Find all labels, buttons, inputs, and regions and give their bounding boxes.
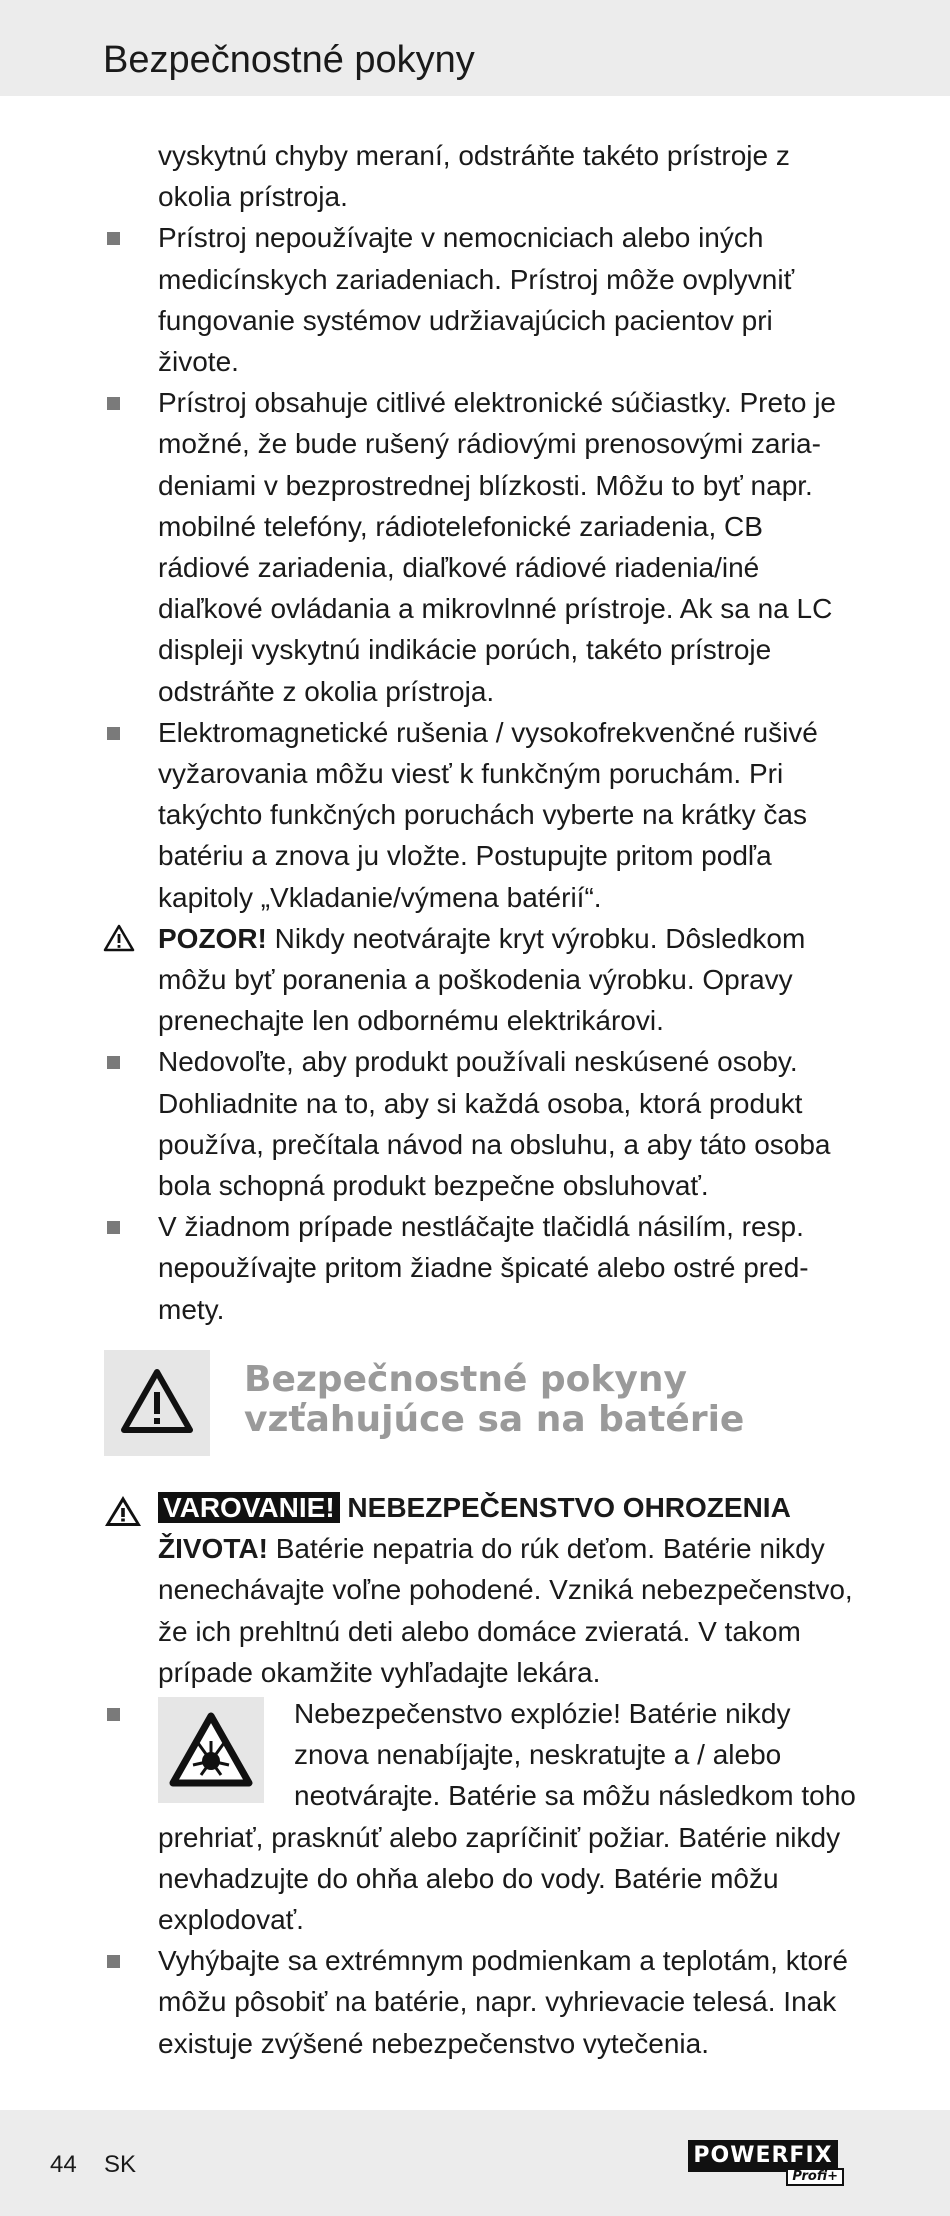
paragraph-continued (0, 135, 860, 217)
warning-triangle-icon (104, 1350, 210, 1456)
caution-label: POZOR! (158, 922, 267, 954)
language-code: SK (104, 2151, 137, 2178)
page-number: 44 (50, 2151, 77, 2178)
list-item-text: V žiadnom prípade nestláčajte tlačidlá násilím, resp. nepoužívajte pritom žiadne špicaté alebo ostré predmety. (158, 1211, 809, 1325)
paragraph-text: vyskytnú chyby meraní, odstráňte takéto prístroje z okolia prístroja. (158, 140, 790, 213)
list-item-text: Prístroj obsahuje citlivé elektronické súčiastky. Preto je možné, že bude rušený rádiovými prenosovými zariadeniami v bezprostrednej blízkosti. Môžu to byť napr. mobilné telefóny, rádiotelefonické zariadenia, CB rádiové zariadenia, diaľkové rádiové riadenia/iné diaľkové ovládania a mikrovlnné prístroje. Ak sa na LC displeji vyskytnú indikácie porúch, takéto prístroje odstráňte z okolia prístroja. (158, 387, 836, 707)
brand-logo (688, 2140, 844, 2184)
list-item (0, 1693, 860, 1940)
brand-sub-label: Profi+ (786, 2168, 844, 2186)
warning-heading: NEBEZPEČENSTVO OHROZENIA ŽIVOTA! (158, 1492, 790, 1565)
bullet-icon (107, 397, 120, 410)
list-item (0, 382, 860, 712)
warning-text: Batérie nepatria do rúk deťom. Batérie nikdy nenechávajte voľne pohodené. Vzniká nebezpečenstvo, že ich prehltnú deti alebo domáce zvieratá. V takom prípade okamžite vyhľadajte lekára. (158, 1533, 853, 1688)
page-title: Bezpečnostné pokyny (103, 39, 475, 81)
section-title (244, 1360, 744, 1440)
caution-item (0, 918, 860, 1042)
list-item (0, 712, 860, 918)
bullet-icon (107, 1955, 120, 1968)
bullet-icon (107, 1056, 120, 1069)
warning-filled-icon (103, 1494, 143, 1528)
list-item (0, 217, 860, 382)
list-item (0, 1206, 860, 1330)
explosion-warning-text: Nebezpečenstvo explózie! Batérie nikdy znova nenabíjajte, neskratujte a / alebo neotvárajte. Batérie sa môžu následkom toho prehriať, prasknúť alebo zapríčiniť požiar. Batérie nikdy nevhadzujte do ohňa alebo do vody. Batérie môžu explodovať. (158, 1698, 856, 1936)
safety-instructions (0, 135, 950, 1330)
section-title-line1: Bezpečnostné pokyny (244, 1359, 687, 1400)
brand-name: POWERFIX (688, 2140, 838, 2172)
list-item (0, 1940, 860, 2064)
section-warning-box (104, 1350, 210, 1456)
section-title-line2: vzťahujúce sa na batérie (244, 1399, 745, 1440)
explosion-warning-box (158, 1697, 264, 1803)
bullet-icon (107, 232, 120, 245)
bullet-icon (107, 1708, 120, 1721)
caution-text: Nikdy neotvárajte kryt výrobku. Dôsledkom môžu byť poranenia a poškodenia výrobku. Opravy prenechajte len odbornému elektrikárovi. (158, 922, 806, 1037)
caution-triangle-icon (103, 924, 135, 952)
list-item (0, 1041, 860, 1206)
warning-label: VAROVANIE! (158, 1492, 340, 1523)
list-item-text: Vyhýbajte sa extrémnym podmienkam a teplotám, ktoré môžu pôsobiť na batérie, napr. vyhrievacie telesá. Inak existuje zvýšené nebezpečenstvo vytečenia. (158, 1945, 848, 2059)
battery-instructions (0, 1487, 950, 2064)
bullet-icon (107, 1221, 120, 1234)
list-item-text: Prístroj nepoužívajte v nemocniciach alebo iných medicínskych zariadeniach. Prístroj môže ovplyvniť fungovanie systémov udržiavajúcich pacientov pri živote. (158, 222, 795, 378)
bullet-icon (107, 727, 120, 740)
list-item-text: Elektromagnetické rušenia / vysokofrekvenčné rušivé vyžarovania môžu viesť k funkčným poruchám. Pri takýchto funkčných poruchách vyberte na krátky čas batériu a znova ju vložte. Postupujte pritom podľa kapitoly „Vkladanie/výmena batérií“. (158, 716, 818, 913)
explosion-icon (168, 1711, 254, 1789)
warning-item (0, 1487, 860, 1693)
list-item-text: Nedovoľte, aby produkt používali neskúsené osoby. Dohliadnite na to, aby si každá osoba, ktorá produkt používa, prečítala návod na obsluhu, a aby táto osoba bola schopná produkt bezpečne obsluhovať. (158, 1046, 831, 1202)
